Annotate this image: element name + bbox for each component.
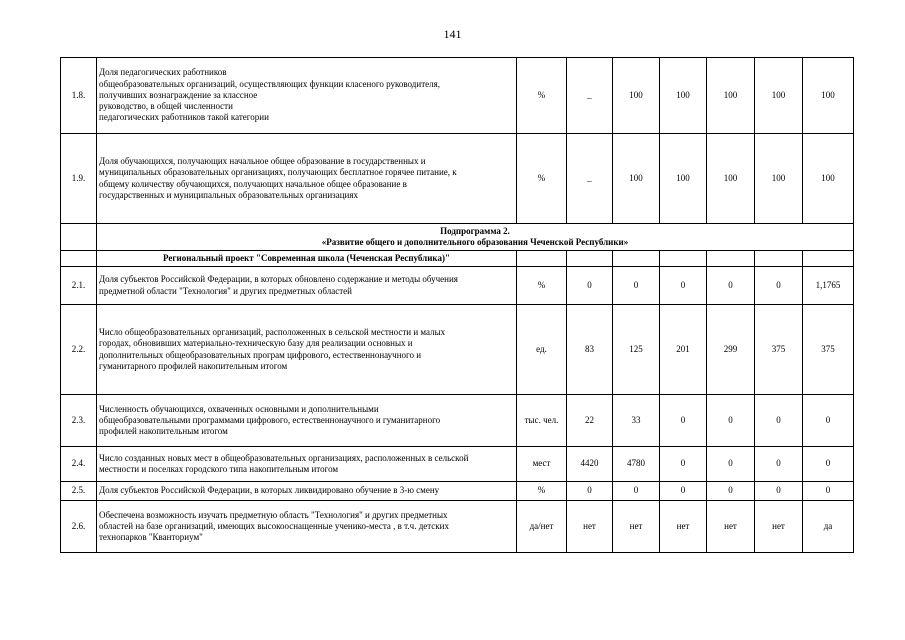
value-cell: 100 [613, 58, 660, 134]
empty-cell [707, 251, 755, 267]
value-cell: 375 [803, 305, 854, 395]
value-cell: 0 [567, 482, 613, 501]
project-num-cell [61, 251, 97, 267]
description-line: городах, обновивших материально-техническую базу для реализации основных и [99, 338, 413, 349]
value-cell: нет [707, 501, 755, 553]
unit-cell: да/нет [517, 501, 567, 553]
value-cell: нет [567, 501, 613, 553]
indicator-description [97, 501, 517, 553]
value-cell: 100 [707, 58, 755, 134]
value-cell: 0 [567, 267, 613, 305]
unit-cell: мест [517, 447, 567, 482]
value-cell: нет [613, 501, 660, 553]
row-number: 2.2. [61, 305, 97, 395]
description-line: предметной области "Технология" и других предметных областей [99, 285, 352, 296]
value-cell: _ [567, 58, 613, 134]
value-cell: 0 [803, 447, 854, 482]
description-line: Доля обучающихся, получающих начальное общее образование в государственных и [99, 156, 426, 166]
value-cell: 0 [660, 395, 707, 447]
indicators-table [60, 57, 854, 553]
table-body-top [61, 58, 854, 224]
table-row [61, 267, 854, 305]
unit-cell: % [517, 267, 567, 305]
table-row [61, 395, 854, 447]
empty-cell [755, 251, 803, 267]
description-line: местности и поселках городского типа накопительным итогом [99, 464, 339, 474]
unit-cell: % [517, 482, 567, 501]
table-row [61, 482, 854, 501]
value-cell: 100 [803, 134, 854, 224]
description-line: руководство, в общей численности [99, 101, 233, 112]
value-cell: 22 [567, 395, 613, 447]
value-cell: 375 [755, 305, 803, 395]
value-cell: 0 [707, 447, 755, 482]
value-cell: 0 [755, 267, 803, 305]
value-cell: 0 [707, 267, 755, 305]
empty-cell [803, 251, 854, 267]
value-cell: да [803, 501, 854, 553]
value-cell: 0 [660, 267, 707, 305]
description-line: Обеспечена возможность изучать предметную область "Технология" и других предметных [99, 509, 448, 520]
description-line: Доля субъектов Российской Федерации, в которых обновлено содержание и методы обучения [99, 274, 458, 285]
value-cell: 0 [803, 482, 854, 501]
value-cell: 100 [755, 134, 803, 224]
description-line: педагогических работников такой категории [99, 112, 269, 123]
row-number: 2.1. [61, 267, 97, 305]
empty-cell [613, 251, 660, 267]
value-cell: 0 [755, 395, 803, 447]
value-cell: 83 [567, 305, 613, 395]
value-cell: 0 [707, 482, 755, 501]
value-cell: 299 [707, 305, 755, 395]
description-line: Доля субъектов Российской Федерации, в которых ликвидировано обучение в 3-ю смену [99, 485, 440, 496]
description-line: общему количеству обучающихся, получающих начальное общее образование в [99, 178, 407, 189]
description-line: муниципальных образовательных организациях, получающих бесплатное горячее питание, к [99, 167, 457, 178]
value-cell: 100 [755, 58, 803, 134]
indicator-description [97, 305, 517, 395]
indicator-description [97, 134, 517, 224]
value-cell: 0 [803, 395, 854, 447]
value-cell: 125 [613, 305, 660, 395]
value-cell: 33 [613, 395, 660, 447]
description-line: общеобразовательными программами цифрового, естественнонаучного и гуманитарного [99, 414, 441, 425]
value-cell: 100 [660, 134, 707, 224]
empty-cell [660, 251, 707, 267]
unit-cell: ед. [517, 305, 567, 395]
row-number: 1.8. [61, 58, 97, 134]
indicator-description [97, 447, 517, 482]
value-cell: 0 [755, 482, 803, 501]
value-cell: 201 [660, 305, 707, 395]
description-line: профилей накопительным итогом [99, 426, 228, 437]
indicator-description [97, 58, 517, 134]
subprogram-line1: Подпрограмма 2. [440, 225, 510, 236]
value-cell: 0 [613, 482, 660, 501]
row-number: 2.5. [61, 482, 97, 501]
table-row [61, 134, 854, 224]
table-row [61, 501, 854, 553]
value-cell: 0 [707, 395, 755, 447]
value-cell: 100 [803, 58, 854, 134]
table-body-bottom [61, 267, 854, 553]
value-cell: 0 [660, 447, 707, 482]
subprogram-line2: «Развитие общего и дополнительного образования Чеченской Республики» [321, 237, 629, 247]
value-cell: 0 [660, 482, 707, 501]
table-row [61, 305, 854, 395]
indicator-description [97, 267, 517, 305]
row-number: 2.6. [61, 501, 97, 553]
empty-cell [517, 251, 567, 267]
project-row [61, 251, 854, 267]
value-cell: 4780 [613, 447, 660, 482]
value-cell: 0 [613, 267, 660, 305]
description-line: технопарков "Кванториум" [99, 532, 203, 543]
table-row [61, 58, 854, 134]
description-line: Численность обучающихся, охваченных основными и дополнительными [99, 403, 379, 414]
unit-cell: тыс. чел. [517, 395, 567, 447]
unit-cell: % [517, 134, 567, 224]
page-number: 141 [443, 27, 462, 41]
row-number: 2.4. [61, 447, 97, 482]
indicator-description [97, 395, 517, 447]
description-line: получивших вознаграждение за классное [99, 89, 258, 100]
subprogram-row [61, 224, 854, 251]
subprogram-num-cell [61, 224, 97, 251]
value-cell: 100 [613, 134, 660, 224]
value-cell: 1,1765 [803, 267, 854, 305]
unit-cell: % [517, 58, 567, 134]
value-cell: 4420 [567, 447, 613, 482]
value-cell: 100 [707, 134, 755, 224]
description-line: Доля педагогических работников [99, 67, 227, 78]
description-line: государственных и муниципальных образовательных организациях [99, 189, 358, 200]
value-cell: нет [660, 501, 707, 553]
description-line: Число общеобразовательных организаций, расположенных в сельской местности и малых [99, 327, 446, 337]
value-cell: _ [567, 134, 613, 224]
description-line: гуманитарного профилей накопительным итогом [99, 360, 288, 371]
row-number: 1.9. [61, 134, 97, 224]
value-cell: нет [755, 501, 803, 553]
subprogram-section [61, 224, 854, 267]
row-number: 2.3. [61, 395, 97, 447]
value-cell: 0 [755, 447, 803, 482]
subprogram-title-cell [97, 224, 854, 251]
empty-cell [567, 251, 613, 267]
description-line: общеобразовательных организаций, осуществляющих функции класеного руководителя, [99, 78, 441, 89]
description-line: Число созданных новых мест в общеобразовательных организациях, расположенных в сельской [99, 452, 469, 463]
value-cell: 100 [660, 58, 707, 134]
description-line: областей на базе организаций, имеющих высокооснащенные ученико-места , в т.ч. детских [99, 520, 449, 531]
indicator-description [97, 482, 517, 501]
description-line: дополнительных общеобразовательных програм цифрового, естественнонаучного и [99, 349, 422, 360]
table-row [61, 447, 854, 482]
project-title: Региональный проект "Современная школа (Чеченская Республика)" [97, 251, 517, 267]
